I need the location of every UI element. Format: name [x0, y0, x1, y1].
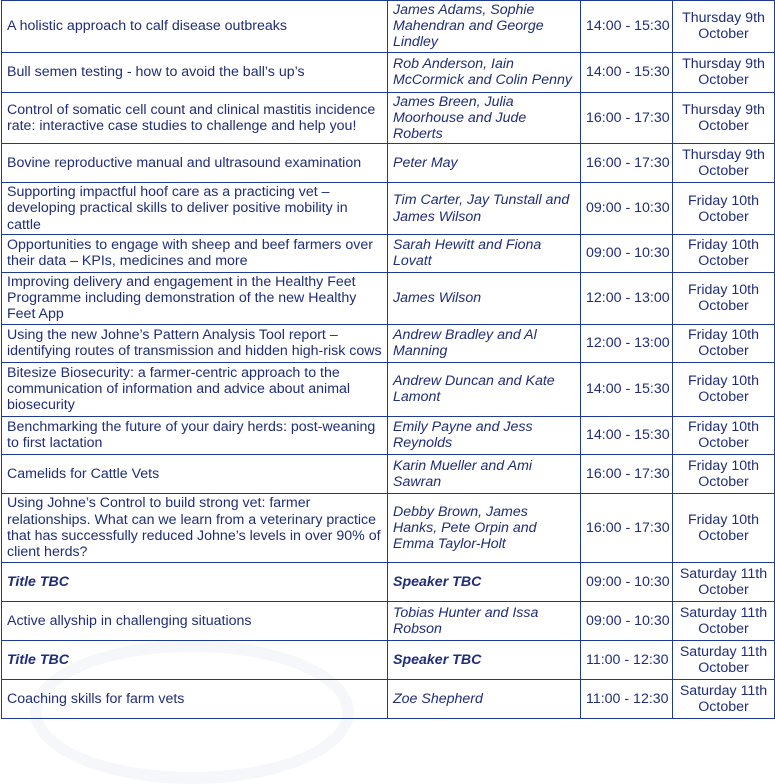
table-row — [2, 601, 775, 640]
time-cell: 09:00 - 10:30 — [581, 234, 673, 272]
schedule-body — [2, 1, 775, 719]
day-cell: Friday 10th October — [673, 272, 775, 324]
table-row — [2, 362, 775, 416]
session-title-cell: Benchmarking the future of your dairy herds: post-weaning to first lactation — [2, 416, 388, 454]
session-schedule-table — [1, 0, 775, 719]
session-title-cell: Coaching skills for farm vets — [2, 679, 388, 718]
day-cell: Friday 10th October — [673, 454, 775, 493]
table-row — [2, 562, 775, 601]
speakers-cell: James Adams, Sophie Mahendran and George Lindley — [388, 1, 581, 53]
day-cell: Thursday 9th October — [673, 1, 775, 53]
day-cell: Friday 10th October — [673, 183, 775, 235]
speakers-cell: Debby Brown, James Hanks, Pete Orpin and Emma Taylor-Holt — [388, 493, 581, 562]
table-row — [2, 640, 775, 679]
time-cell: 14:00 - 15:30 — [581, 362, 673, 416]
speakers-cell: Rob Anderson, Iain McCormick and Colin Penny — [388, 52, 581, 92]
day-cell: Friday 10th October — [673, 493, 775, 562]
table-row — [2, 1, 775, 53]
session-title-cell: Improving delivery and engagement in the Healthy Feet Programme including demonstration of the new Healthy Feet App — [2, 272, 388, 324]
time-cell: 12:00 - 13:00 — [581, 272, 673, 324]
day-cell: Thursday 9th October — [673, 92, 775, 144]
time-cell: 16:00 - 17:30 — [581, 92, 673, 144]
speakers-cell: Tobias Hunter and Issa Robson — [388, 601, 581, 640]
table-row — [2, 234, 775, 272]
day-cell: Friday 10th October — [673, 234, 775, 272]
time-cell: 11:00 - 12:30 — [581, 640, 673, 679]
time-cell: 14:00 - 15:30 — [581, 1, 673, 53]
table-row — [2, 679, 775, 718]
session-title-cell: Opportunities to engage with sheep and beef farmers over their data – KPIs, medicines and more — [2, 234, 388, 272]
session-title-cell: Using Johne’s Control to build strong vet: farmer relationships. What can we learn from a veterinary practice that has successfully reduced Johne’s levels in over 90% of client herds? — [2, 493, 388, 562]
session-title-cell: Title TBC — [2, 640, 388, 679]
speakers-cell: Emily Payne and Jess Reynolds — [388, 416, 581, 454]
time-cell: 09:00 - 10:30 — [581, 562, 673, 601]
table-row — [2, 493, 775, 562]
time-cell: 09:00 - 10:30 — [581, 601, 673, 640]
speakers-cell: Andrew Bradley and Al Manning — [388, 324, 581, 362]
session-title-cell: Using the new Johne’s Pattern Analysis Tool report – identifying routes of transmission and hidden high-risk cows — [2, 324, 388, 362]
day-cell: Friday 10th October — [673, 362, 775, 416]
speakers-cell: Andrew Duncan and Kate Lamont — [388, 362, 581, 416]
time-cell: 16:00 - 17:30 — [581, 493, 673, 562]
time-cell: 14:00 - 15:30 — [581, 52, 673, 92]
speakers-cell: Karin Mueller and Ami Sawran — [388, 454, 581, 493]
day-cell: Thursday 9th October — [673, 144, 775, 183]
session-title-cell: Bitesize Biosecurity: a farmer-centric approach to the communication of information and advice about animal biosecurity — [2, 362, 388, 416]
session-title-cell: A holistic approach to calf disease outbreaks — [2, 1, 388, 53]
day-cell: Saturday 11th October — [673, 601, 775, 640]
day-cell: Saturday 11th October — [673, 679, 775, 718]
table-row — [2, 454, 775, 493]
session-title-cell: Active allyship in challenging situations — [2, 601, 388, 640]
time-cell: 14:00 - 15:30 — [581, 416, 673, 454]
speakers-cell: Sarah Hewitt and Fiona Lovatt — [388, 234, 581, 272]
speakers-cell: James Wilson — [388, 272, 581, 324]
table-row — [2, 272, 775, 324]
table-row — [2, 144, 775, 183]
time-cell: 16:00 - 17:30 — [581, 454, 673, 493]
day-cell: Saturday 11th October — [673, 562, 775, 601]
session-title-cell: Control of somatic cell count and clinical mastitis incidence rate: interactive case studies to challenge and help you! — [2, 92, 388, 144]
table-row — [2, 183, 775, 235]
table-row — [2, 416, 775, 454]
speakers-cell: Peter May — [388, 144, 581, 183]
speakers-cell: Tim Carter, Jay Tunstall and James Wilson — [388, 183, 581, 235]
session-title-cell: Bull semen testing - how to avoid the ball’s up’s — [2, 52, 388, 92]
table-row — [2, 92, 775, 144]
speakers-cell: Speaker TBC — [388, 640, 581, 679]
speakers-cell: James Breen, Julia Moorhouse and Jude Roberts — [388, 92, 581, 144]
day-cell: Thursday 9th October — [673, 52, 775, 92]
day-cell: Friday 10th October — [673, 324, 775, 362]
day-cell: Friday 10th October — [673, 416, 775, 454]
time-cell: 16:00 - 17:30 — [581, 144, 673, 183]
table-row — [2, 324, 775, 362]
session-title-cell: Camelids for Cattle Vets — [2, 454, 388, 493]
time-cell: 11:00 - 12:30 — [581, 679, 673, 718]
speakers-cell: Zoe Shepherd — [388, 679, 581, 718]
speakers-cell: Speaker TBC — [388, 562, 581, 601]
session-title-cell: Bovine reproductive manual and ultrasound examination — [2, 144, 388, 183]
time-cell: 12:00 - 13:00 — [581, 324, 673, 362]
time-cell: 09:00 - 10:30 — [581, 183, 673, 235]
session-title-cell: Supporting impactful hoof care as a practicing vet – developing practical skills to deliver positive mobility in cattle — [2, 183, 388, 235]
table-row — [2, 52, 775, 92]
day-cell: Saturday 11th October — [673, 640, 775, 679]
session-title-cell: Title TBC — [2, 562, 388, 601]
